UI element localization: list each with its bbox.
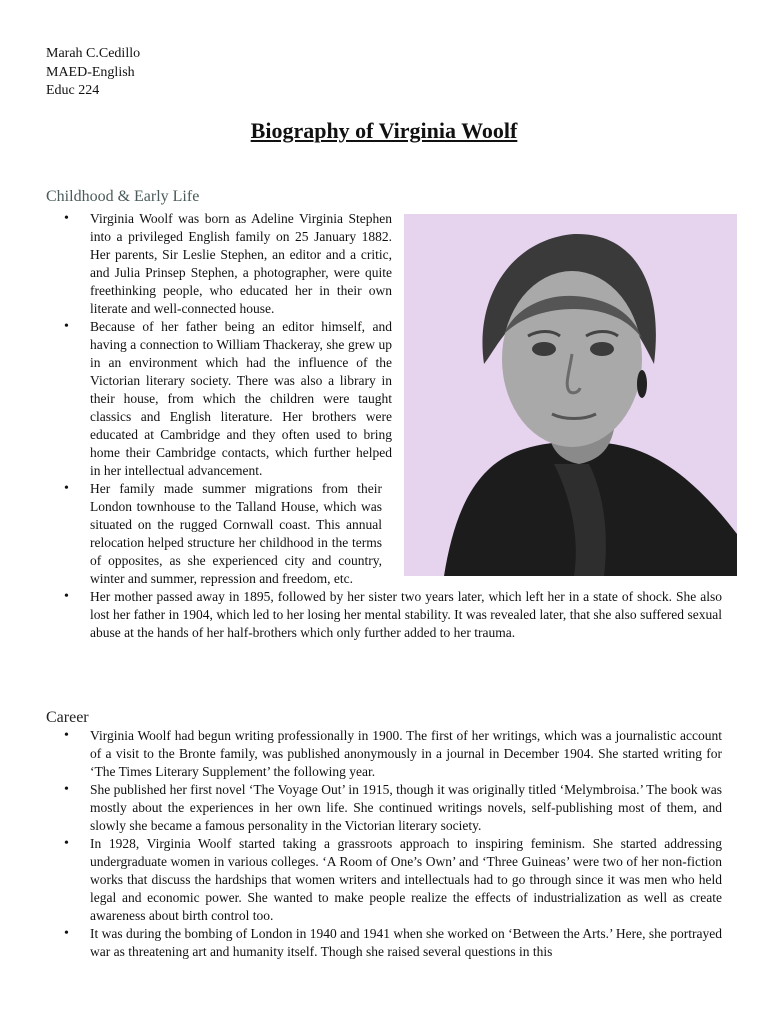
author-program: MAED-English (46, 64, 135, 80)
author-header (46, 45, 140, 101)
author-course: Educ 224 (46, 83, 100, 98)
section-heading-career: Career (46, 709, 89, 726)
photo-wrap-spacer (382, 480, 722, 576)
list-item: • In 1928, Virginia Woolf started taking a grassroots approach to inspiring feminism. She started addressing undergraduate women in various colleges. ‘A Room of One’s Own’ and ‘Three Guineas’ were two of her non-fiction works that discuss the hardships that women writers and intellectuals had to go through since it was men who held legal and economic power. She wanted to make people realize the effects of industrialization as well as create awareness about birth control too. (64, 835, 722, 925)
list-item: • It was during the bombing of London in 1940 and 1941 when she worked on ‘Between the Arts.’ Here, she portrayed war as threatening art and humanity itself. Though she raised several questions in this (64, 925, 722, 961)
list-item: • Virginia Woolf had begun writing professionally in 1900. The first of her writings, which was a journalistic account of a visit to the Bronte family, was published anonymously in a journal in December 1904. She started writing for ‘The Times Literary Supplement’ the following year. (64, 727, 722, 781)
list-item: • Virginia Woolf was born as Adeline Virginia Stephen into a privileged English family on 25 January 1882. Her parents, Sir Leslie Stephen, an editor and a critic, and Julia Prinsep Stephen, a photographer, were quite freethinking people, who educated her in their own literate and well-connected house. (64, 210, 392, 318)
childhood-list (64, 210, 722, 642)
list-item-text: • Her family made summer migrations from their London townhouse to the Talland House, which was situated on the rugged Cornwall coast. This annual relocation helped structure her childhood in the terms of opposites, as she experienced city and country, winter and summer, repression and freedom, etc. (90, 481, 382, 586)
list-item: • She published her first novel ‘The Voyage Out’ in 1915, though it was originally titled ‘Melymbroisa.’ The book was mostly about the experiences in her own life. She continued writings novels, self-publishing most of them, and slowly she became a famous personality in the Victorian literary society. (64, 781, 722, 835)
list-item (64, 480, 722, 588)
list-item: • Because of her father being an editor himself, and having a connection to William Thackeray, she grew up in an environment which had the influence of the Victorian literary society. There was also a library in their house, from which the children were taught classics and English literature. Her brothers were educated at Cambridge and they often used to bring home their Cambridge contacts, which further helped in her intellectual advancement. (64, 318, 392, 480)
section-heading-childhood: Childhood & Early Life (46, 188, 200, 205)
career-list (64, 727, 722, 961)
page-title: Biography of Virginia Woolf (250, 118, 518, 143)
author-name: Marah C.Cedillo (46, 46, 141, 61)
list-item: • Her mother passed away in 1895, followed by her sister two years later, which left her in a state of shock. She also lost her father in 1904, which led to her losing her mental stability. It was revealed later, that she also suffered sexual abuse at the hands of her half-brothers which only further added to her trauma. (64, 588, 722, 642)
